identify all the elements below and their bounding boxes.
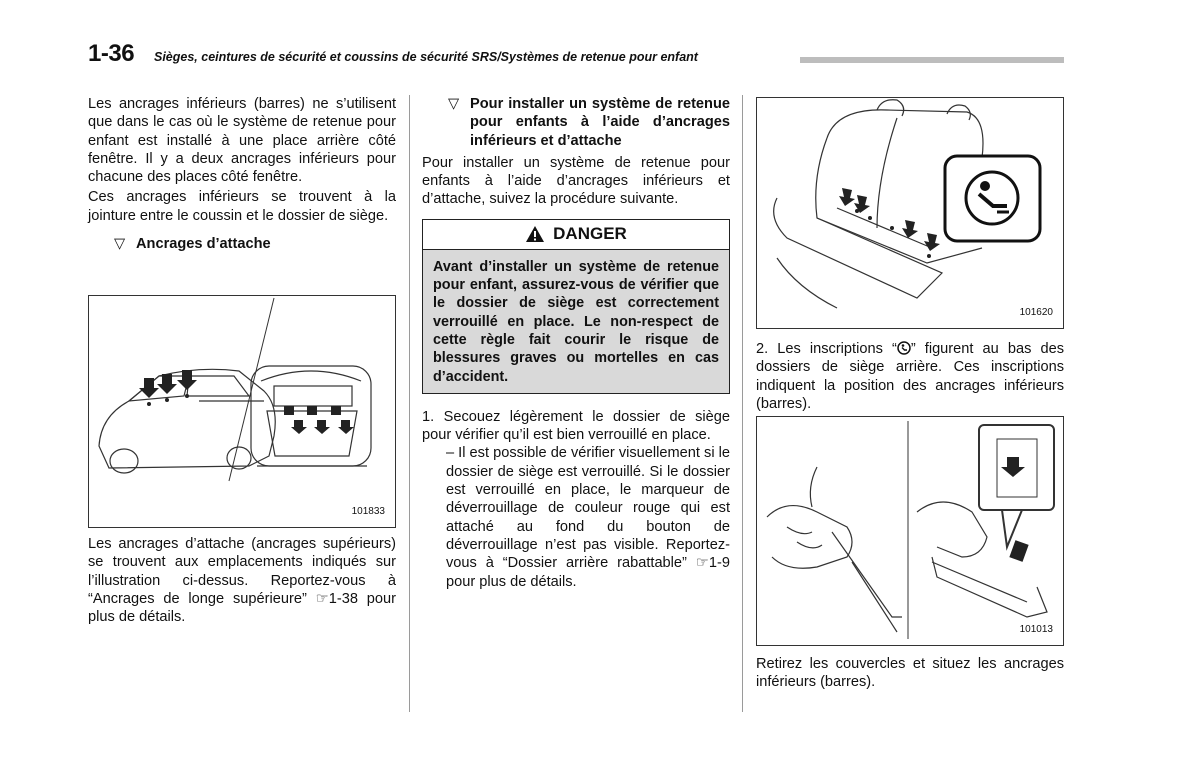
tether-anchor-paragraph: Les ancrages d’attache (ancrages supérieurs) se trouvent aux emplacements indiqués sur l’illustration ci-dessus. Reportez-vous à “Ancrages de longe supérieure” ☞1-38 pour plus de détails. xyxy=(88,536,396,626)
warning-triangle-icon xyxy=(525,225,545,243)
middle-column xyxy=(422,95,730,591)
lower-anchor-paragraph: Les ancrages inférieurs (barres) ne s’utilisent que dans le cas où le système de retenue pour enfant est installé à une place arrière côté fenêtre. Il y a deux ancrages inférieurs pour chacune des places côté fenêtre. xyxy=(88,96,396,186)
step-1-note: – Il est possible de vérifier visuellement si le dossier de siège est verrouillé. Si le dossier est verrouillé en place, le marqueur de déverrouillage de couleur rouge qui est attaché au fond du bouton de déverrouillage n’est pas visible. Reportez-vous à “Dossier arrière rabattable” ☞1-9 pour plus de détails. xyxy=(446,445,730,590)
column-divider-1 xyxy=(409,95,410,712)
remove-covers-paragraph: Retirez les couvercles et situez les ancrages inférieurs (barres). xyxy=(756,656,1064,691)
anchor-cover-illustration xyxy=(757,417,1062,644)
child-seat-symbol-icon xyxy=(897,341,911,355)
right-column xyxy=(756,340,1064,413)
column-divider-2 xyxy=(742,95,743,712)
tether-anchor-figure xyxy=(88,295,396,528)
left-column xyxy=(88,95,396,253)
step-1-paragraph: 1. Secouez légèrement le dossier de siège pour vérifier qu’il est bien verrouillé en place. xyxy=(422,408,730,444)
rear-seat-figure xyxy=(756,97,1064,329)
danger-text: Avant d’installer un système de retenue pour enfant, assurez-vous de vérifier que le dossier de siège est correctement verrouillé en place. Le non-respect de cette règle fait courir le risque de blessures graves ou mortelles en cas d’accident. xyxy=(423,250,729,393)
step-2-prefix: 2. Les inscriptions “ xyxy=(756,341,897,357)
figure-number: 101620 xyxy=(1019,307,1053,318)
tether-anchor-heading-text: Ancrages d’attache xyxy=(136,236,271,253)
lower-anchor-location-paragraph: Ces ancrages inférieurs se trouvent à la jointure entre le coussin et le dossier de siège. xyxy=(88,189,396,224)
page-number: 1-36 xyxy=(88,40,135,67)
right-column-bottom xyxy=(756,655,1064,692)
step-2-suffix: ” figurent au bas des dossiers de siège arrière. Ces inscriptions indiquent la position des ancrages inférieurs (barres). xyxy=(756,341,1064,412)
tether-anchor-illustration xyxy=(89,296,394,526)
install-intro-paragraph: Pour installer un système de retenue pour enfants à l’aide d’ancrages inférieurs et d’attache, suivez la procédure suivante. xyxy=(422,154,730,208)
header-rule xyxy=(800,57,1064,63)
triangle-bullet-icon: ▽ xyxy=(114,236,126,253)
triangle-bullet-icon: ▽ xyxy=(448,96,460,112)
figure-number: 101833 xyxy=(351,506,385,517)
page-title: Sièges, ceintures de sécurité et coussins de sécurité SRS/Systèmes de retenue pour enfant xyxy=(154,50,698,64)
rear-seat-illustration xyxy=(757,98,1062,327)
install-heading xyxy=(422,95,730,150)
danger-box xyxy=(422,219,730,394)
tether-anchor-heading xyxy=(88,235,396,253)
page-header xyxy=(88,40,1064,70)
anchor-cover-figure xyxy=(756,416,1064,646)
step-2-paragraph xyxy=(756,340,1064,413)
figure-number: 101013 xyxy=(1019,624,1053,635)
danger-label: DANGER xyxy=(553,224,627,244)
left-column-bottom xyxy=(88,535,396,626)
install-heading-text: Pour installer un système de retenue pour enfants à l’aide d’ancrages inférieurs et d’attache xyxy=(470,96,730,149)
danger-header xyxy=(423,220,729,250)
